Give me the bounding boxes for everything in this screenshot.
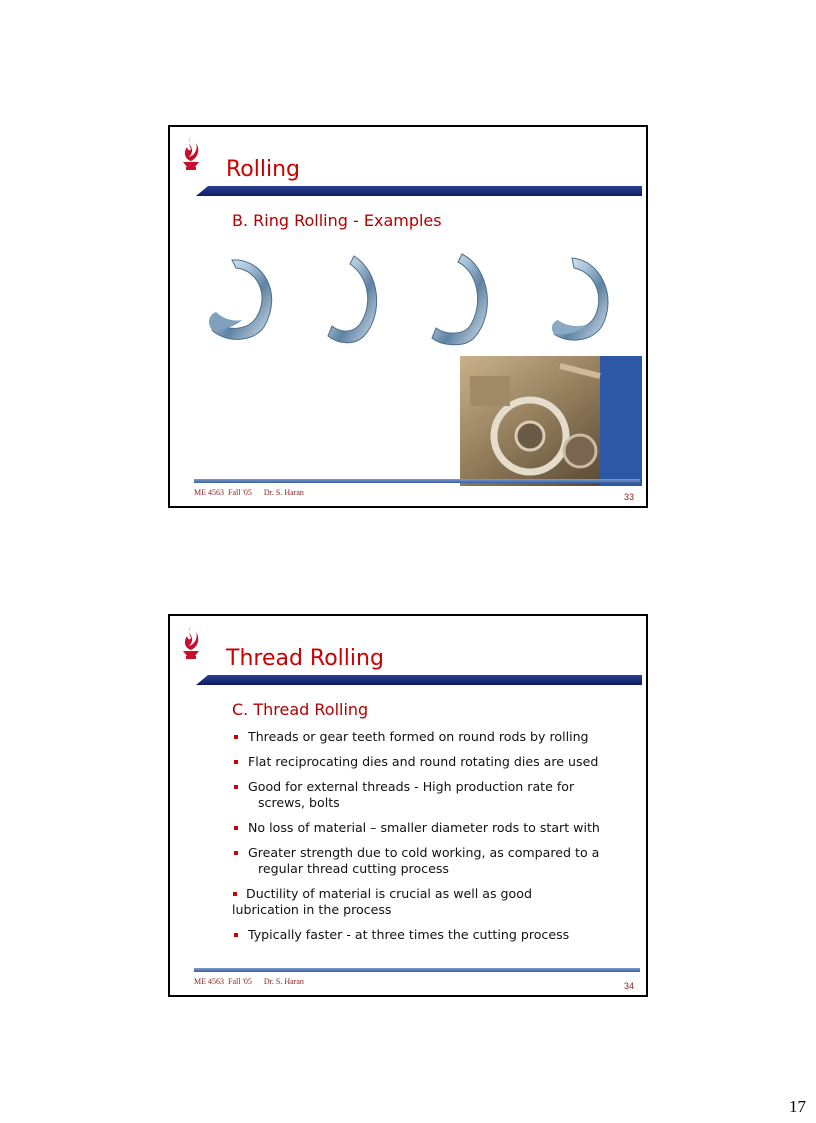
slide-title: Thread Rolling	[226, 646, 384, 671]
footer-course-info: ME 4563 Fall '05 Dr. S. Haran	[194, 488, 304, 497]
bullet-list	[232, 729, 632, 952]
slide-subtitle: B. Ring Rolling - Examples	[232, 211, 442, 230]
list-item: Greater strength due to cold working, as compared to a regular thread cutting process	[232, 845, 632, 877]
footer-course-info: ME 4563 Fall '05 Dr. S. Haran	[194, 977, 304, 986]
asu-flame-logo-icon	[178, 135, 204, 181]
ring-rolling-machine-photo	[460, 356, 642, 486]
footer-divider	[194, 968, 640, 972]
ring-example-image-3	[422, 252, 502, 352]
slide-subtitle: C. Thread Rolling	[232, 700, 369, 719]
asu-flame-logo-icon	[178, 624, 204, 670]
title-underline-bar	[196, 675, 642, 685]
list-item: Typically faster - at three times the cutting process	[232, 927, 632, 943]
page-number: 17	[789, 1097, 806, 1116]
ring-example-image-4	[542, 252, 622, 352]
list-item: Flat reciprocating dies and round rotating dies are used	[232, 754, 632, 770]
slide-thread-rolling	[168, 614, 648, 997]
slide-number: 34	[623, 981, 634, 991]
slide-ring-rolling	[168, 125, 648, 508]
slide-number: 33	[623, 492, 634, 502]
footer-divider	[194, 479, 640, 483]
list-item: No loss of material – smaller diameter rods to start with	[232, 820, 632, 836]
ring-example-image-2	[310, 252, 390, 352]
slide-title: Rolling	[226, 157, 301, 182]
title-underline-bar	[196, 186, 642, 196]
list-item: Good for external threads - High production rate for screws, bolts	[232, 779, 632, 811]
ring-example-image-1	[202, 252, 282, 352]
list-item: Ductility of material is crucial as well as good lubrication in the process	[232, 886, 632, 918]
list-item: Threads or gear teeth formed on round rods by rolling	[232, 729, 632, 745]
